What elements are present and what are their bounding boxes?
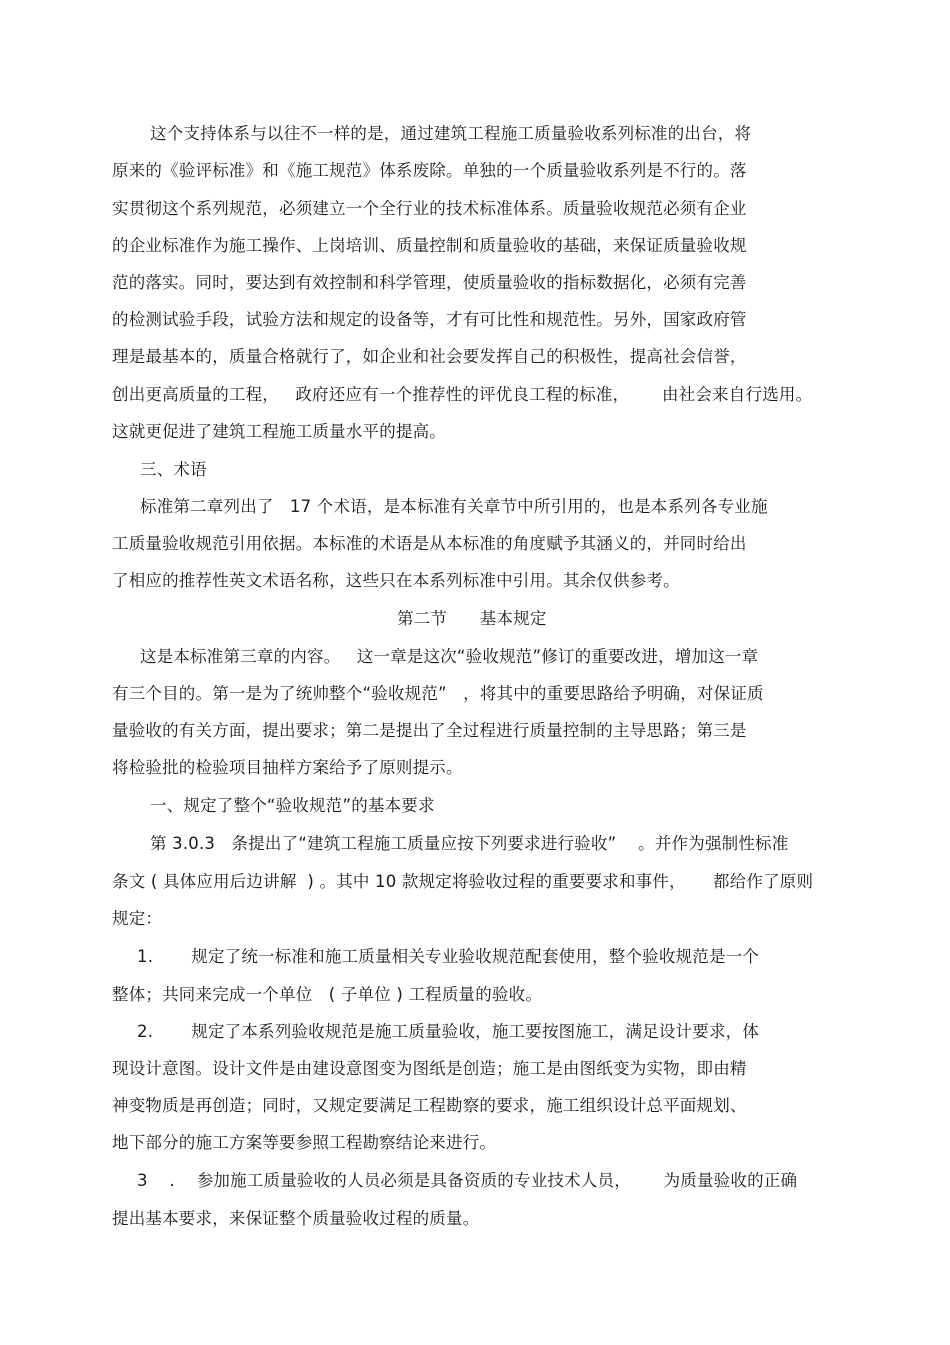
paragraph-line: 的企业标准作为施工操作、上岗培训、质量控制和质量验收的基础，来保证质量验收规 [112, 236, 747, 255]
paragraph-line: 的检测试验手段，试验方法和规定的设备等，才有可比性和规范性。另外，国家政府管 [112, 310, 747, 329]
chapter-heading: 第二节 基本规定 [397, 609, 547, 628]
paragraph-line: 将检验批的检验项目抽样方案给予了原则提示。 [112, 758, 463, 777]
section-heading: 三、术语 [140, 460, 207, 479]
paragraph-line: 了相应的推荐性英文术语名称，这些只在本系列标准中引用。其余仅供参考。 [112, 571, 680, 590]
paragraph-line: 现设计意图。设计文件是由建设意图变为图纸是创造；施工是由图纸变为实物，即由精 [112, 1059, 747, 1078]
subsection-heading: 一、规定了整个“验收规范”的基本要求 [150, 796, 435, 815]
paragraph-line: 理是最基本的，质量合格就行了，如企业和社会要发挥自己的积极性，提高社会信誉， [112, 347, 747, 366]
paragraph-line: 这个支持体系与以往不一样的是，通过建筑工程施工质量验收系列标准的出台，将 [150, 124, 752, 143]
paragraph-line: 第 3.0.3 条提出了“建筑工程施工质量应按下列要求进行验收” 。并作为强制性标准 [150, 834, 789, 853]
paragraph-line: 标准第二章列出了 17 个术语，是本标准有关章节中所引用的，也是本系列各专业施 [140, 497, 768, 516]
paragraph-line: 这就更促进了建筑工程施工质量水平的提高。 [112, 422, 446, 441]
paragraph-line: 创出更高质量的工程， 政府还应有一个推荐性的评优良工程的标准， 由社会来自行选用。 [112, 385, 813, 404]
paragraph-line: 原来的《验评标准》和《施工规范》体系废除。单独的一个质量验收系列是不行的。落 [112, 161, 747, 180]
paragraph-line: 提出基本要求，来保证整个质量验收过程的质量。 [112, 1209, 480, 1228]
list-item: 1. 规定了统一标准和施工质量相关专业验收规范配套使用，整个验收规范是一个 [137, 947, 760, 966]
paragraph-line: 条文 ( 具体应用后边讲解 ) 。其中 10 款规定将验收过程的重要要求和事件， 都给作了原则 [112, 872, 814, 891]
paragraph-line: 工质量验收规范引用依据。本标准的术语是从本标准的角度赋予其涵义的，并同时给出 [112, 534, 747, 553]
paragraph-line: 有三个目的。第一是为了统帅整个“验收规范” ，将其中的重要思路给予明确，对保证质 [112, 684, 764, 703]
paragraph-line: 量验收的有关方面，提出要求；第二是提出了全过程进行质量控制的主导思路；第三是 [112, 721, 747, 740]
list-item: 3 . 参加施工质量验收的人员必须是具备资质的专业技术人员， 为质量验收的正确 [137, 1171, 798, 1190]
paragraph-line: 规定： [112, 909, 163, 928]
paragraph-line: 范的落实。同时，要达到有效控制和科学管理，使质量验收的指标数据化，必须有完善 [112, 273, 747, 292]
paragraph-line: 实贯彻这个系列规范，必须建立一个全行业的技术标准体系。质量验收规范必须有企业 [112, 199, 747, 218]
paragraph-line: 地下部分的施工方案等要参照工程勘察结论来进行。 [112, 1133, 497, 1152]
paragraph-line: 这是本标准第三章的内容。 这一章是这次“验收规范”修订的重要改进，增加这一章 [140, 647, 759, 666]
list-item: 2. 规定了本系列验收规范是施工质量验收，施工要按图施工，满足设计要求，体 [137, 1022, 760, 1041]
paragraph-line: 神变物质是再创造；同时，又规定要满足工程勘察的要求，施工组织设计总平面规划、 [112, 1096, 747, 1115]
paragraph-line: 整体；共同来完成一个单位 ( 子单位 ) 工程质量的验收。 [112, 985, 543, 1004]
